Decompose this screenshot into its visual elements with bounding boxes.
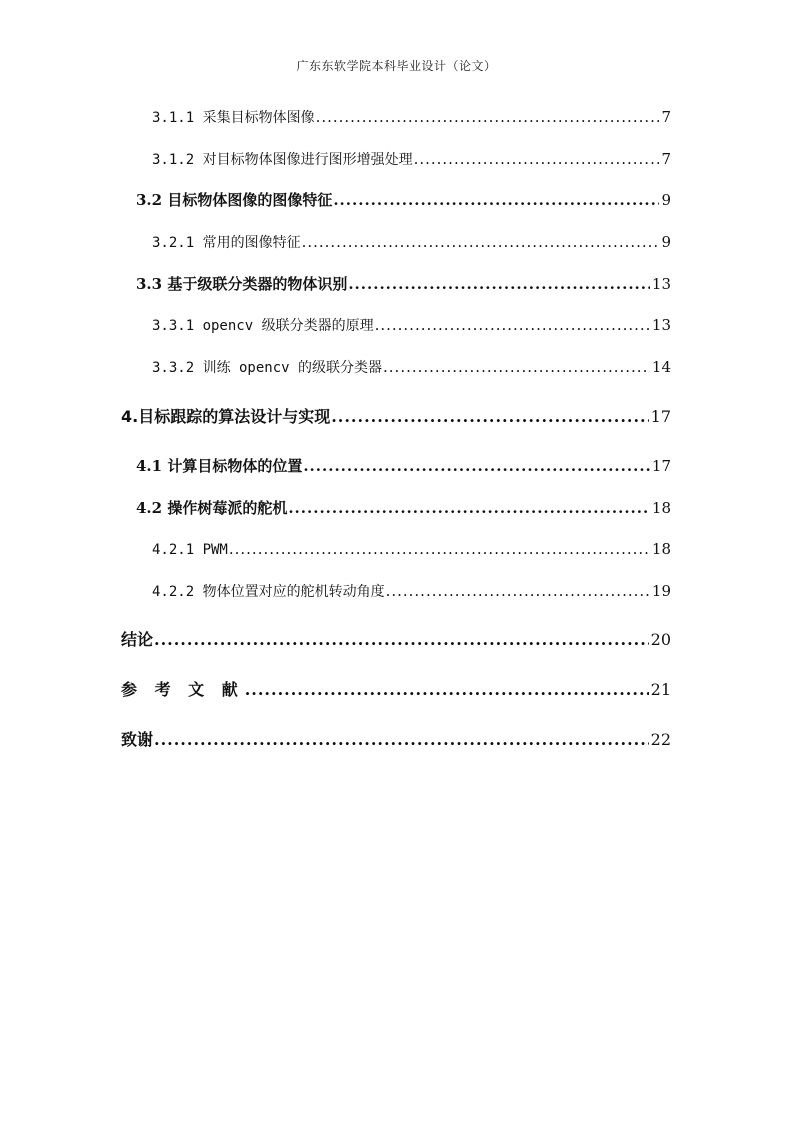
page-header: 广东东软学院本科毕业设计（论文） <box>296 59 497 73</box>
toc-leader-dots <box>288 497 650 519</box>
toc-leader-dots <box>154 729 649 751</box>
toc-entry-4-2[interactable] <box>136 497 671 519</box>
toc-entry-label: 3.2.1 常用的图像特征 <box>152 235 301 251</box>
toc-entry-acknowledgements[interactable] <box>121 729 671 751</box>
toc-entry-page: 19 <box>651 582 671 600</box>
toc-entry-references[interactable] <box>121 679 671 701</box>
toc-leader-dots <box>154 629 649 651</box>
toc-entry-page: 17 <box>650 407 671 426</box>
toc-entry-label: 参 考 文 献 <box>121 680 244 699</box>
toc-entry-4-2-2[interactable] <box>152 580 671 602</box>
toc-leader-dots <box>316 106 660 128</box>
toc-leader-dots <box>331 406 648 428</box>
toc-leader-dots <box>383 356 650 378</box>
toc-leader-dots <box>229 538 650 560</box>
toc-entry-3-3-2[interactable] <box>152 356 671 378</box>
toc-entry-3-2[interactable] <box>136 189 671 211</box>
toc-leader-dots <box>386 580 650 602</box>
toc-leader-dots <box>302 231 660 253</box>
toc-entry-4[interactable] <box>121 406 671 428</box>
toc-entry-page: 7 <box>661 108 671 126</box>
toc-entry-label: 3.3 基于级联分类器的物体识别 <box>136 275 348 293</box>
toc-entry-page: 9 <box>661 233 671 251</box>
toc-entry-label: 3.3.2 训练 opencv 的级联分类器 <box>152 360 383 376</box>
toc-entry-page: 18 <box>651 540 671 558</box>
toc-entry-label: 4.2.2 物体位置对应的舵机转动角度 <box>152 584 385 600</box>
toc-leader-dots <box>348 273 650 295</box>
toc-entry-label: 3.1.1 采集目标物体图像 <box>152 110 315 126</box>
toc-entry-page: 13 <box>651 316 671 334</box>
toc-entry-page: 22 <box>650 730 671 749</box>
toc-leader-dots <box>414 148 660 170</box>
toc-entry-4-2-1[interactable] <box>152 538 671 560</box>
toc-entry-label: 4.1 计算目标物体的位置 <box>136 457 303 475</box>
toc-entry-3-1-1[interactable] <box>152 106 671 128</box>
toc-entry-label: 4.目标跟踪的算法设计与实现 <box>121 407 331 426</box>
toc-entry-label: 3.2 目标物体图像的图像特征 <box>136 191 333 209</box>
toc-entry-page: 14 <box>651 358 671 376</box>
toc-entry-page: 9 <box>661 191 671 209</box>
toc-entry-page: 17 <box>651 457 671 475</box>
toc-entry-3-2-1[interactable] <box>152 231 671 253</box>
toc-entry-conclusion[interactable] <box>121 629 671 651</box>
toc-entry-3-1-2[interactable] <box>152 148 671 170</box>
toc-leader-dots <box>245 679 649 701</box>
toc-entry-4-1[interactable] <box>136 455 671 477</box>
toc-entry-label: 结论 <box>121 630 154 649</box>
toc-entry-label: 4.2.1 PWM <box>152 542 228 558</box>
toc-entry-label: 致谢 <box>121 730 154 749</box>
toc-leader-dots <box>303 455 650 477</box>
toc-leader-dots <box>375 314 650 336</box>
toc-entry-page: 7 <box>661 150 671 168</box>
toc-entry-page: 20 <box>650 630 671 649</box>
toc-entry-page: 21 <box>650 680 671 699</box>
toc-entry-3-3[interactable] <box>136 273 671 295</box>
toc-entry-label: 3.3.1 opencv 级联分类器的原理 <box>152 318 374 334</box>
toc-entry-3-3-1[interactable] <box>152 314 671 336</box>
toc-entry-label: 3.1.2 对目标物体图像进行图形增强处理 <box>152 152 413 168</box>
toc-leader-dots <box>333 189 659 211</box>
toc-entry-label: 4.2 操作树莓派的舵机 <box>136 499 288 517</box>
toc-entry-page: 13 <box>651 275 671 293</box>
toc-entry-page: 18 <box>651 499 671 517</box>
